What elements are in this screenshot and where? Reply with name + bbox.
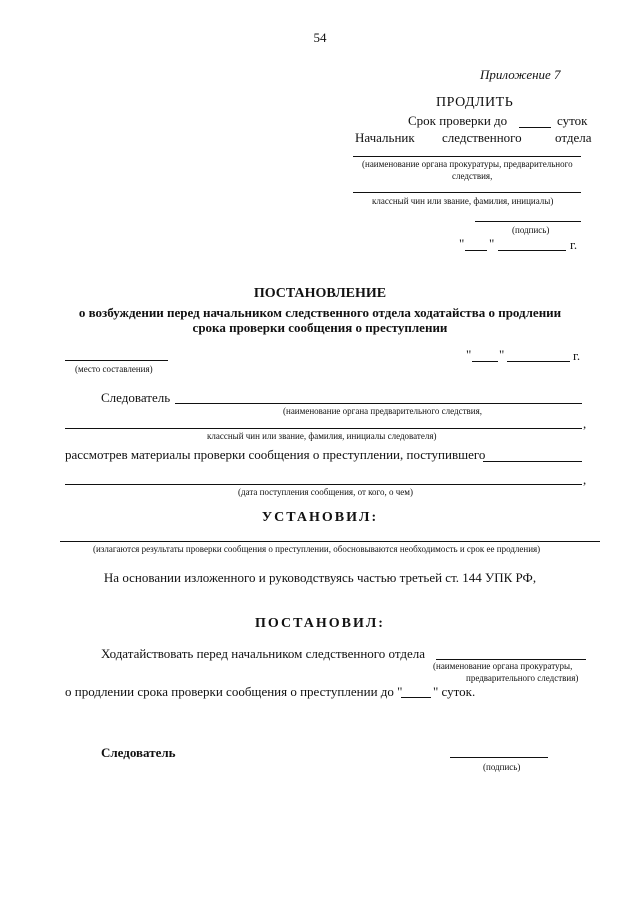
org-caption-1: (наименование органа прокуратуры, предварительного bbox=[362, 159, 573, 169]
rank-caption: классный чин или звание, фамилия, инициалы) bbox=[372, 196, 554, 206]
place-date-quote-open: " bbox=[466, 347, 472, 362]
place-date-month-field[interactable] bbox=[507, 361, 570, 362]
org-caption-2: следствия, bbox=[452, 171, 493, 181]
extension-suffix: " суток. bbox=[433, 684, 476, 699]
term-suffix: суток bbox=[557, 113, 588, 128]
established-field[interactable] bbox=[60, 541, 600, 542]
rank-field[interactable] bbox=[353, 192, 581, 193]
investigator-label: Следователь bbox=[101, 390, 171, 405]
reviewed-source-field[interactable] bbox=[483, 461, 582, 462]
resolved-heading: ПОСТАНОВИЛ: bbox=[255, 616, 385, 631]
place-caption: (место составления) bbox=[75, 364, 153, 374]
term-days-field[interactable] bbox=[519, 127, 551, 128]
receipt-date-field[interactable] bbox=[65, 484, 582, 485]
signature-field-top[interactable] bbox=[475, 221, 581, 222]
extend-heading: ПРОДЛИТЬ bbox=[436, 95, 514, 110]
place-date-quote-close: " bbox=[499, 347, 505, 362]
date-day-field[interactable] bbox=[465, 250, 487, 251]
org-field[interactable] bbox=[353, 156, 581, 157]
appendix-label: Приложение 7 bbox=[480, 67, 561, 82]
basis-text: На основании изложенного и руководствуясь частью третьей ст. 144 УПК РФ, bbox=[103, 570, 537, 585]
signature-caption: (подпись) bbox=[483, 762, 521, 772]
document-subtitle-1: о возбуждении перед начальником следственного отдела ходатайства о продлении bbox=[78, 305, 562, 320]
investigator-org-field[interactable] bbox=[175, 403, 582, 404]
reviewed-text: рассмотрев материалы проверки сообщения о преступлении, поступившего bbox=[65, 447, 486, 462]
signature-label: Следователь bbox=[101, 745, 176, 760]
signature-caption-top: (подпись) bbox=[512, 225, 550, 235]
petition-org-caption-2: предварительного следствия) bbox=[466, 673, 579, 683]
receipt-comma: , bbox=[583, 472, 587, 487]
head-label-2: следственного bbox=[442, 130, 522, 145]
document-subtitle-2: срока проверки сообщения о преступлении bbox=[192, 320, 448, 335]
date-month-field[interactable] bbox=[498, 250, 566, 251]
petition-org-field[interactable] bbox=[436, 659, 586, 660]
head-label: Начальник bbox=[355, 130, 415, 145]
place-date-year: г. bbox=[573, 348, 581, 363]
place-field[interactable] bbox=[65, 360, 168, 361]
petition-org-caption-1: (наименование органа прокуратуры, bbox=[433, 661, 573, 671]
investigator-comma: , bbox=[583, 416, 587, 431]
established-caption: (излагаются результаты проверки сообщения о преступлении, обосновываются необходимость и срок ее продления) bbox=[93, 544, 541, 554]
investigator-org-caption: (наименование органа предварительного следствия, bbox=[283, 406, 482, 416]
term-prefix: Срок проверки до bbox=[408, 113, 508, 128]
date-year-label: г. bbox=[570, 237, 578, 252]
investigator-rank-field[interactable] bbox=[65, 428, 582, 429]
established-heading: УСТАНОВИЛ: bbox=[261, 510, 379, 525]
document-title: ПОСТАНОВЛЕНИЕ bbox=[253, 286, 387, 301]
date-quote-open: " bbox=[459, 236, 465, 251]
date-quote-close: " bbox=[489, 236, 495, 251]
signature-field[interactable] bbox=[450, 757, 548, 758]
extension-prefix: о продлении срока проверки сообщения о преступлении до " bbox=[65, 684, 403, 699]
investigator-rank-caption: классный чин или звание, фамилия, инициалы следователя) bbox=[207, 431, 437, 441]
page-number: 54 bbox=[313, 30, 327, 45]
place-date-day-field[interactable] bbox=[472, 361, 498, 362]
head-label-3: отдела bbox=[555, 130, 592, 145]
extension-days-field[interactable] bbox=[401, 697, 431, 698]
receipt-date-caption: (дата поступления сообщения, от кого, о чем) bbox=[238, 487, 413, 497]
petition-text: Ходатайствовать перед начальником следственного отдела bbox=[101, 646, 426, 661]
